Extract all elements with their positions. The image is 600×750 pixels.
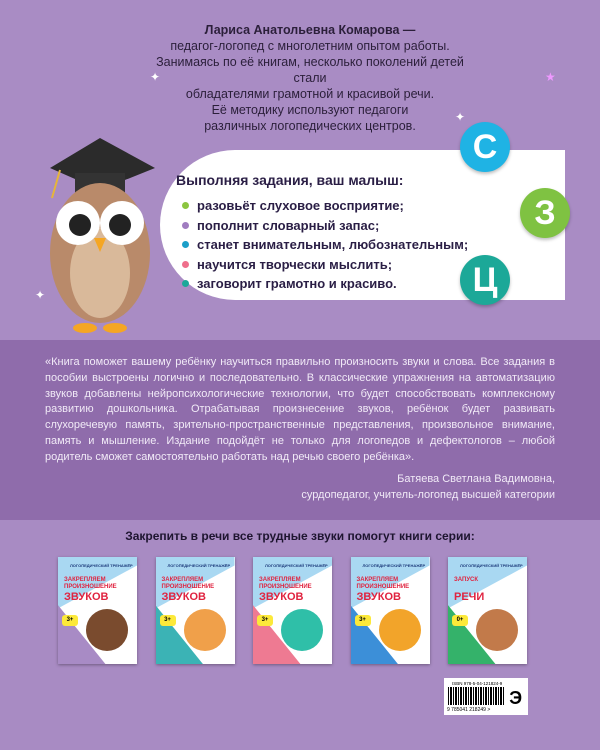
owl-illustration — [30, 128, 170, 338]
isbn-label: ISBN 978-5-04-121824-9 — [452, 681, 503, 686]
age-badge: 3+ — [257, 615, 273, 626]
age-badge: 3+ — [355, 615, 371, 626]
book-illustration — [86, 609, 128, 651]
star-icon: ★ — [545, 70, 556, 84]
series-book-cover[interactable] — [351, 557, 430, 664]
series-book-cover[interactable] — [253, 557, 332, 664]
bio-line: различных логопедических центров. — [204, 119, 416, 133]
bullet-icon — [182, 202, 189, 209]
letter-badge: З — [520, 188, 570, 238]
list-item — [182, 216, 468, 236]
book-header: ЛОГОПЕДИЧЕСКИЙ ТРЕНАЖЁР — [362, 563, 426, 568]
book-title: ЗАКРЕПЛЯЕМ ПРОИЗНОШЕНИЕ — [161, 577, 215, 590]
benefits-title: Выполняя задания, ваш малыш: — [176, 172, 404, 188]
author-name: Лариса Анатольевна Комарова — — [204, 23, 416, 37]
list-item — [182, 196, 468, 216]
book-header: ЛОГОПЕДИЧЕСКИЙ ТРЕНАЖЁР — [460, 563, 523, 568]
book-header: ЛОГОПЕДИЧЕСКИЙ ТРЕНАЖЁР — [265, 563, 328, 568]
barcode-digits: 9 785041 218249 > — [447, 707, 491, 713]
book-title: ЗАКРЕПЛЯЕМ ПРОИЗНОШЕНИЕ — [259, 577, 312, 590]
isbn-barcode — [444, 678, 528, 715]
item-text: научится творчески мыслить; — [197, 256, 393, 272]
book-illustration — [184, 609, 226, 651]
bullet-icon — [182, 261, 189, 268]
book-subtitle: ЗВУКОВ — [259, 591, 304, 603]
age-badge: 3+ — [62, 615, 78, 626]
bio-line: обладателями грамотной и красивой речи. — [185, 87, 435, 101]
series-book-cover[interactable] — [448, 557, 527, 664]
book-illustration — [476, 609, 518, 651]
bullet-icon — [182, 241, 189, 248]
book-title: ЗАПУСК — [454, 577, 479, 583]
list-item — [182, 235, 468, 255]
book-illustration — [281, 609, 323, 651]
age-badge: 0+ — [452, 615, 468, 626]
book-subtitle: РЕЧИ — [454, 591, 485, 603]
bio-line: Занимаясь по её книгам, несколько поколений детей стали — [156, 55, 464, 85]
reviewer-name: Батяева Светлана Вадимовна, — [397, 473, 555, 485]
book-subtitle: ЗВУКОВ — [356, 591, 401, 603]
item-text: разовьёт слуховое восприятие; — [197, 198, 404, 214]
reviewer-role: сурдопедагог, учитель-логопед высшей категории — [301, 489, 555, 501]
item-text: станет внимательным, любознательным; — [197, 237, 469, 253]
book-title: ЗАКРЕПЛЯЕМ ПРОИЗНОШЕНИЕ — [356, 577, 410, 590]
list-item — [182, 274, 468, 294]
book-subtitle: ЗВУКОВ — [64, 591, 109, 603]
bullet-icon — [182, 280, 189, 287]
series-book-cover[interactable] — [156, 557, 235, 664]
letter-badge: С — [460, 122, 510, 172]
item-text: пополнит словарный запас; — [197, 217, 380, 233]
age-badge: 3+ — [160, 615, 176, 626]
publisher-logo: Э — [509, 688, 522, 708]
book-illustration — [379, 609, 421, 651]
item-text: заговорит грамотно и красиво. — [197, 276, 397, 292]
review-quote: «Книга поможет вашему ребёнку научиться правильно произносить звуки и слова. Все задания в пособии выстроены логично и последовательно. В классические упражнения на автоматизацию звуков добавлены нейропсихологические технологии, что будет способствовать комплексному развитию дошкольника. Отрабатывая произнесение звуков, ребёнок будет развивать слухоречевую память, зрительно-пространственные представления, произвольное внимание, память и мышление. Издание подойдёт не только для логопедов и дефектологов – любой родитель сможет самостоятельно работать над речью своего ребёнка». — [45, 356, 555, 463]
bio-line: Её методику используют педагоги — [211, 103, 409, 117]
barcode-icon — [448, 687, 504, 705]
star-icon: ✦ — [455, 110, 466, 124]
review-signature — [301, 471, 555, 503]
series-book-cover[interactable] — [58, 557, 137, 664]
author-bio — [150, 22, 470, 134]
bullet-icon — [182, 222, 189, 229]
book-subtitle: ЗВУКОВ — [161, 591, 206, 603]
book-title: ЗАКРЕПЛЯЕМ ПРОИЗНОШЕНИЕ — [64, 577, 117, 590]
star-icon: ✦ — [150, 70, 161, 84]
bio-line: педагог-логопед с многолетним опытом работы. — [170, 39, 450, 53]
book-header: ЛОГОПЕДИЧЕСКИЙ ТРЕНАЖЁР — [70, 563, 133, 568]
benefits-list — [182, 196, 468, 294]
star-icon: ✦ — [35, 288, 46, 302]
letter-badge: Ц — [460, 255, 510, 305]
list-item — [182, 255, 468, 275]
book-header: ЛОГОПЕДИЧЕСКИЙ ТРЕНАЖЁР — [167, 563, 231, 568]
series-title: Закрепить в речи все трудные звуки помогут книги серии: — [125, 529, 475, 543]
